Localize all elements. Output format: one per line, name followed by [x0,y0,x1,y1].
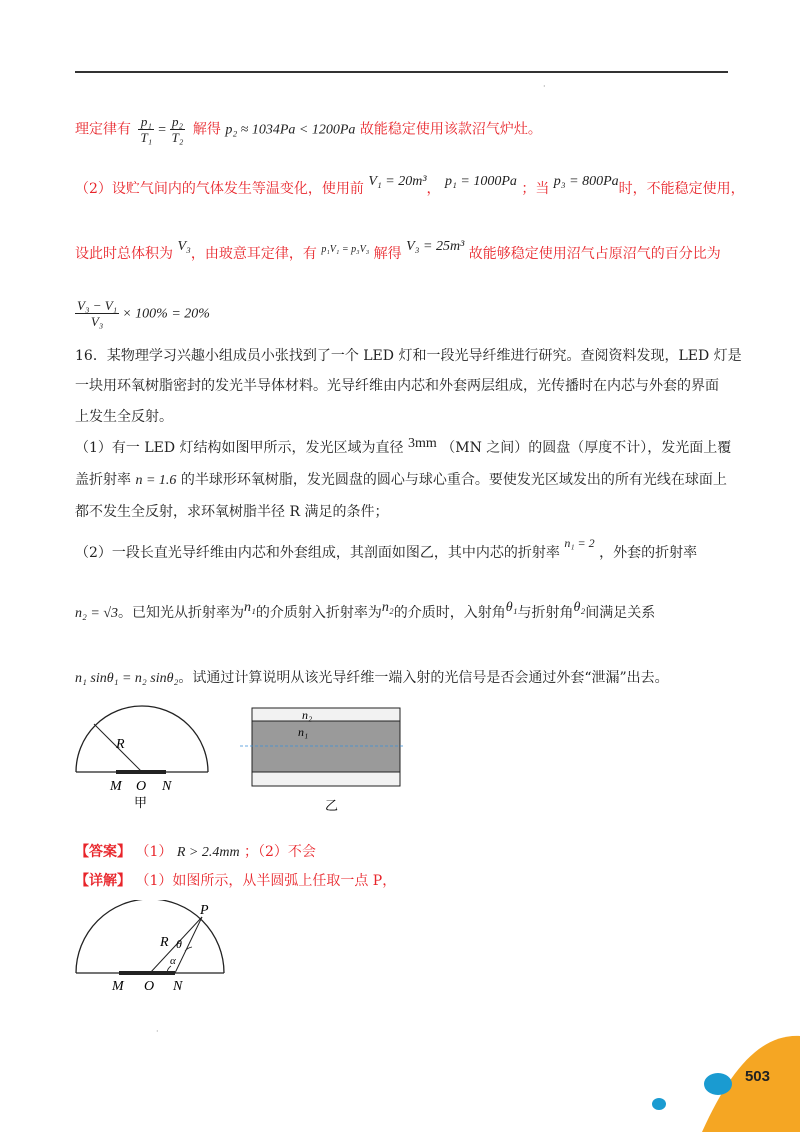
math-expression: V₃ = 25m³ [406,239,465,254]
text-segment: ；当 [521,181,550,197]
text-segment: ，由玻意耳定律，有 [190,246,317,262]
text-segment: 。试通过计算说明从该光导纤维一端入射的光信号是否会通过外套“泄漏”出去。 [178,670,669,686]
solution-line-2 [75,174,745,200]
page-number: 503 [744,1068,770,1085]
text-segment: 故能够稳定使用沼气占原沼气的百分比为 [468,246,721,262]
math-expression: p₂ ≈ 1034Pa < 1200Pa [225,122,356,138]
text-segment: 的介质时，入射角 [393,605,506,621]
q16-line-3 [75,407,173,427]
figure-jia [70,700,220,815]
text-segment: ；（2）不会 [244,844,316,860]
math-expression: θ₁ [505,600,518,615]
corner-decoration [640,1030,800,1132]
math-expression: × 100% = 20% [122,306,210,322]
solution-line-3 [75,239,721,266]
q16-line-8 [75,600,656,624]
text-segment: ， [426,181,441,197]
core [252,721,400,772]
math-expression: p₃ = 800Pa [553,174,619,189]
math-expression: R > 2.4mm [176,845,240,860]
header-dot: · [543,82,546,91]
fraction-numerator: V₃ − V₁ [77,298,118,313]
text-segment: 故能稳定使用该款沼气炉灶。 [359,121,542,138]
text-segment: （1） [135,844,173,860]
math-expression: n₂ = √3 [75,606,118,621]
figure-detail [70,900,240,1000]
answer-tag: 【答案】 [75,844,131,860]
fraction-v3-minus-v1 [75,298,119,329]
text-segment: 与折射角 [517,605,574,621]
math-expression: n = 1.6 [135,473,177,488]
header-rule [75,71,728,73]
text-segment: 16．某物理学习兴趣小组成员小张找到了一个 LED 灯和一段光导纤维进行研究。查阅资料发现，LED 灯是 [75,348,742,364]
q16-line-5 [75,470,727,491]
text-segment: 间满足关系 [585,605,656,621]
caption-jia: 甲 [134,796,148,811]
label-theta: θ [176,937,182,951]
math-expression: p₁ = 1000Pa [445,174,517,189]
fraction-p2-t2 [170,114,186,145]
math-expression: p₁V₁ = p₃V₃ [321,244,370,255]
answer-line [75,842,316,863]
text-segment: 理定律有 [75,121,131,138]
solution-line-1 [75,114,542,145]
label-n2: n₂ [302,708,313,722]
q16-line-1 [75,346,742,366]
math-expression: n₂ [381,600,394,615]
q16-line-4 [75,438,731,459]
label-r: R [116,737,125,752]
text-segment: 都不发生全反射，求环氧树脂半径 R 满足的条件； [75,504,389,520]
caption-yi: 乙 [325,799,339,814]
detail-tag: 【详解】 [75,873,131,889]
text-segment: （MN 之间）的圆盘（厚度不计），发光面上覆 [441,440,732,456]
math-expression: θ₂ [573,600,586,615]
text-segment: 的介质射入折射率为 [255,605,382,621]
q16-line-6 [75,502,388,522]
label-p: P [200,903,209,918]
label-n1: n₁ [298,725,309,739]
text-segment: 的半球形环氧树脂，发光圆盘的圆心与球心重合。要使发光区域发出的所有光线在球面上 [180,472,727,488]
label-m: M [112,979,124,994]
math-expression: n₁ sinθ₁ = n₂ sinθ₂ [75,671,179,686]
cladding-top [252,708,400,721]
q16-line-7 [75,536,698,563]
stray-mark: · [156,1027,159,1036]
figure-yi [240,700,410,820]
label-n: N [173,979,183,994]
math-expression: V₁ = 20m³ [368,174,427,189]
text-segment: 解得 [192,121,221,138]
q16-line-2 [75,376,719,396]
text-segment: （2）一段长直光导纤维由内芯和外套组成，其剖面如图乙，其中内芯的折射率 [75,545,560,561]
q16-line-9 [75,668,669,689]
cladding-bottom [252,772,400,786]
blue-dot-small [652,1098,666,1110]
math-expression: n₁ = 2 [564,536,595,550]
text-segment: 时，不能稳定使用， [618,181,745,197]
fraction-numerator: p₂ [170,114,186,130]
label-alpha: α [170,955,176,967]
label-n: N [162,779,172,794]
led-disk [119,971,175,975]
text-segment: 解得 [373,246,402,262]
text-segment: （2）设贮气间内的气体发生等温变化，使用前 [75,181,364,197]
hemisphere-arc [76,706,208,772]
text-segment: 一块用环氧树脂密封的发光半导体材料。光导纤维由内芯和外套两层组成，光传播时在内芯与外套的界面 [75,378,719,394]
text-segment: 。已知光从折射率为 [118,605,244,621]
text-segment: 上发生全反射。 [75,409,173,425]
label-o: O [136,779,147,794]
text-segment: 设此时总体积为 [75,246,173,262]
fraction-denominator: T₂ [171,130,184,145]
equals-sign: = [157,122,167,138]
text-segment: ，外套的折射率 [599,545,698,561]
text-segment: （1）如图所示，从半圆弧上任取一点 P， [135,873,397,889]
label-r: R [160,935,169,950]
math-expression: 3mm [408,436,437,451]
fraction-numerator: p₁ [138,114,154,130]
detail-line [75,871,396,891]
label-o: O [144,979,155,994]
fraction-denominator: T₁ [140,130,153,145]
math-expression: V₃ [177,239,191,254]
fraction-denominator: V₃ [90,314,104,329]
fraction-p1-t1 [138,114,154,145]
math-expression: n₁ [244,600,256,615]
blue-dot-large [704,1073,732,1095]
label-m: M [110,779,122,794]
solution-line-4 [75,298,210,329]
text-segment: 盖折射率 [75,472,131,488]
text-segment: （1）有一 LED 灯结构如图甲所示，发光区域为直径 [75,440,404,456]
